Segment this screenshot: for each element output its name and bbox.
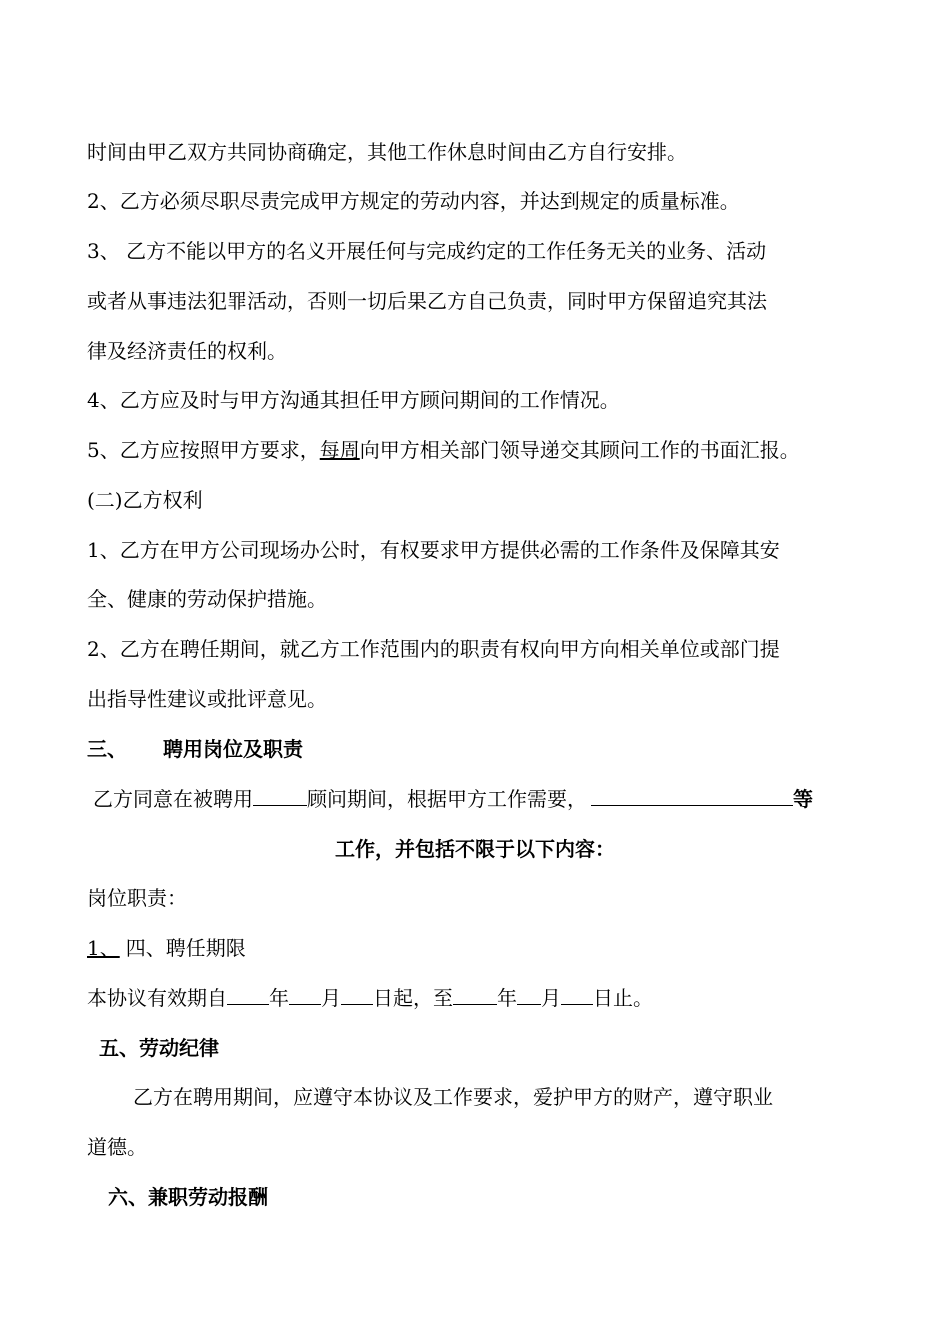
section-3-heading <box>87 735 890 763</box>
paragraph-line: 时间由甲乙双方共同协商确定，其他工作休息时间由乙方自行安排。 <box>87 140 687 164</box>
clause-3-end: 律及经济责任的权利。 <box>87 339 287 363</box>
duties-label: 岗位职责： <box>87 886 187 910</box>
section-5-heading: 五、劳动纪律 <box>99 1036 219 1060</box>
from-to-label: 日起，至 <box>373 986 453 1010</box>
section-4-heading: 四、聘任期限 <box>125 936 246 960</box>
rights-2: 2、乙方在聘任期间，就乙方工作范围内的职责有权向甲方向相关单位或部门提 <box>87 637 780 661</box>
duty-number: 1、 <box>87 936 120 960</box>
position-lead: 乙方同意在被聘用 <box>93 787 253 811</box>
clause-4: 4、乙方应及时与甲方沟通其担任甲方顾问期间的工作情况。 <box>87 388 620 412</box>
duty-item-1 <box>87 934 890 962</box>
duties-intro: 工作，并包括不限于以下内容： <box>335 837 615 861</box>
discipline-text: 乙方在聘用期间，应遵守本协议及工作要求，爱护甲方的财产，遵守职业 <box>133 1085 773 1109</box>
clause-5-lead: 5、乙方应按照甲方要求， <box>87 438 320 462</box>
month-label: 月 <box>321 986 341 1010</box>
blank-field[interactable] <box>253 785 307 806</box>
rights-1-cont: 全、健康的劳动保护措施。 <box>87 587 327 611</box>
term-lead: 本协议有效期自 <box>87 986 227 1010</box>
clause-3-cont: 或者从事违法犯罪活动，否则一切后果乙方自己负责，同时甲方保留追究其法 <box>87 289 767 313</box>
position-line <box>93 785 890 813</box>
year-label: 年 <box>497 986 517 1010</box>
month-label: 月 <box>541 986 561 1010</box>
blank-month[interactable] <box>289 984 321 1005</box>
weekly-underlined: 每周 <box>319 438 360 462</box>
section-6-heading: 六、兼职劳动报酬 <box>108 1185 268 1209</box>
rights-1: 1、乙方在甲方公司现场办公时，有权要求甲方提供必需的工作条件及保障其安 <box>87 538 780 562</box>
blank-day[interactable] <box>561 984 593 1005</box>
clause-5-rest: 向甲方相关部门领导递交其顾问工作的书面汇报。 <box>359 438 800 462</box>
section-3-title: 聘用岗位及职责 <box>163 737 303 761</box>
blank-day[interactable] <box>341 984 373 1005</box>
section-rights-heading: (二)乙方权利 <box>87 488 203 512</box>
position-end: 等 <box>793 787 813 811</box>
blank-year[interactable] <box>227 984 269 1005</box>
clause-5 <box>87 436 890 464</box>
term-line <box>87 984 890 1012</box>
position-middle: 顾问期间，根据甲方工作需要， <box>307 787 587 811</box>
discipline-text-cont: 道德。 <box>87 1135 147 1159</box>
blank-field[interactable] <box>591 785 793 806</box>
clause-2: 2、乙方必须尽职尽责完成甲方规定的劳动内容，并达到规定的质量标准。 <box>87 189 740 213</box>
blank-month[interactable] <box>517 984 541 1005</box>
end-label: 日止。 <box>593 986 653 1010</box>
year-label: 年 <box>269 986 289 1010</box>
blank-year[interactable] <box>453 984 497 1005</box>
rights-2-cont: 出指导性建议或批评意见。 <box>87 687 327 711</box>
section-3-number: 三、 <box>87 737 127 761</box>
clause-3: 3、 乙方不能以甲方的名义开展任何与完成约定的工作任务无关的业务、活动 <box>87 239 767 263</box>
